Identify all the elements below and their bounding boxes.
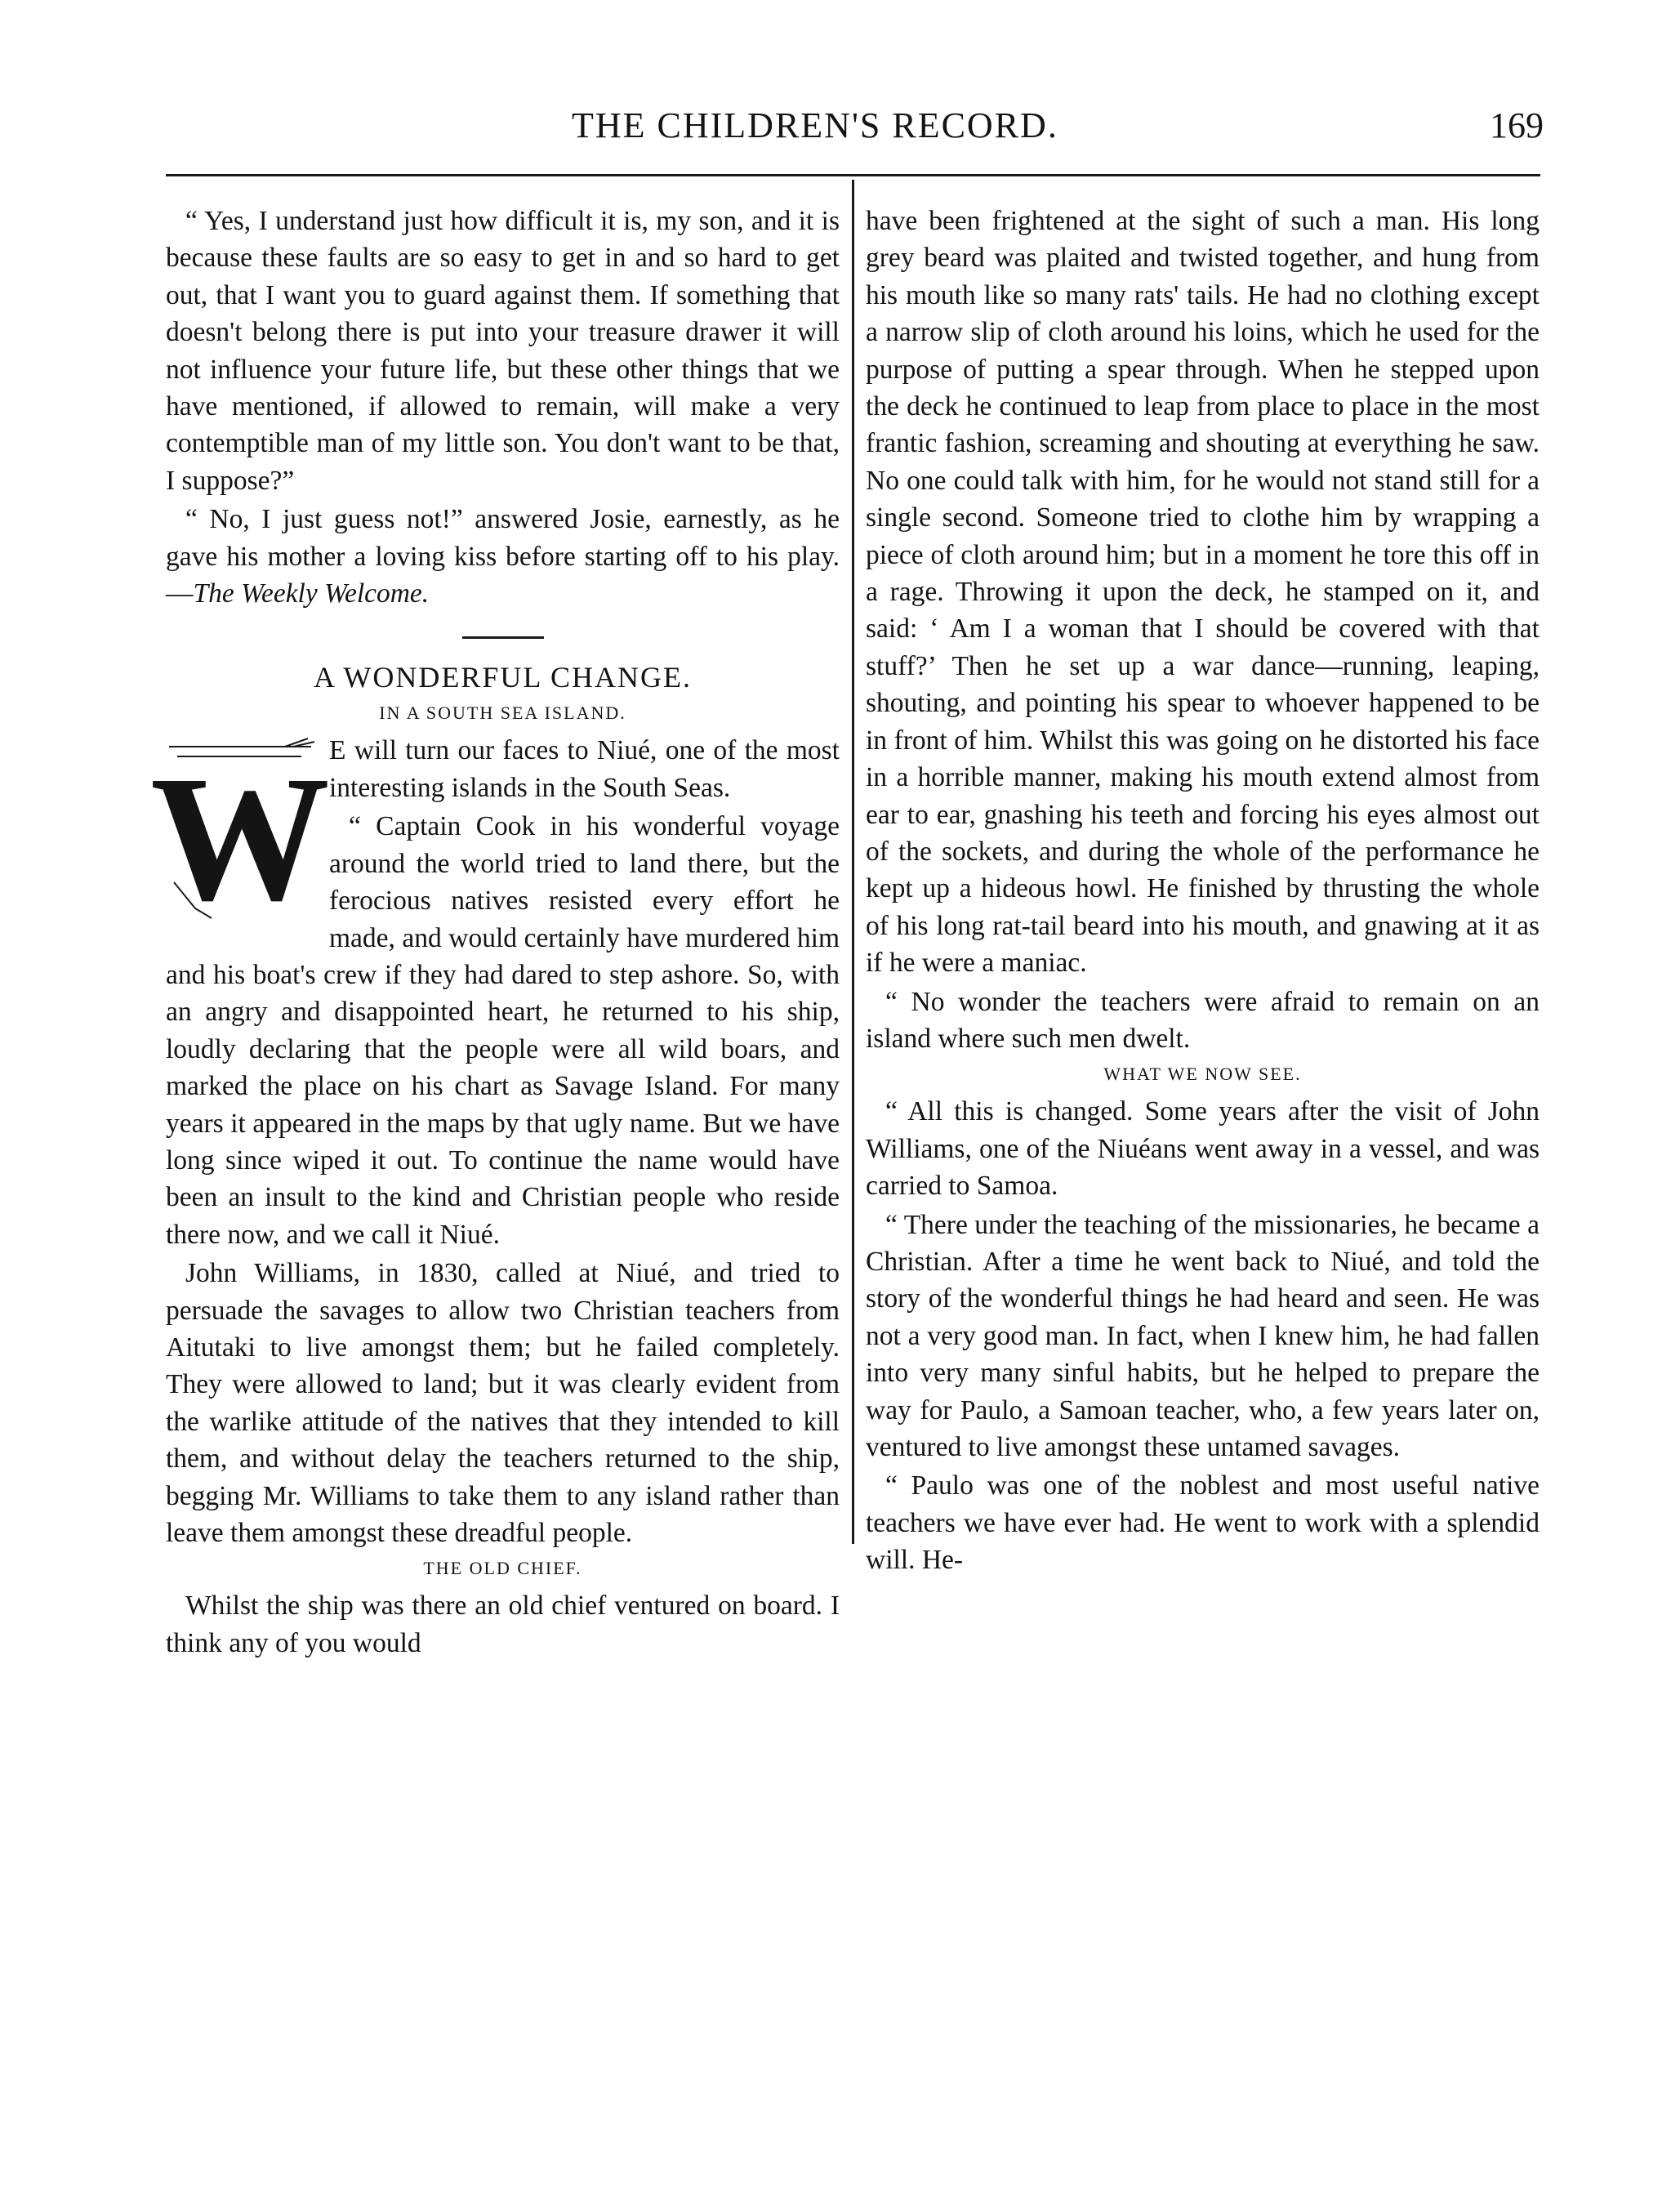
- josie-answer-text: “ No, I just guess not!” answered Josie, earnestly, as he gave his mother a loving kiss before starting off to his play.—: [166, 504, 840, 609]
- column-divider: [852, 180, 854, 1544]
- paragraph-josie-answer: [166, 501, 840, 612]
- article-title: A WONDERFUL CHANGE.: [313, 661, 692, 694]
- paragraph-intro: [150, 732, 840, 939]
- page-number: 169: [1490, 105, 1544, 145]
- paragraph-paulo: “ Paulo was one of the noblest and most useful native teachers we have ever had. He went to work with a splendid will. He-: [866, 1470, 1540, 1576]
- running-title: THE CHILDREN'S RECORD.: [572, 105, 1058, 145]
- paragraph-captain-cook: “ Captain Cook in his wonderful voyage around the world tried to land there, but the ferocious natives resisted every effort he made, and would certainly have murdered him and his boat's crew if they had dared to step ashore. So, with an angry and disappointed heart, he returned to his ship, loudly declaring that the people were all wild boars, and marked the place on his chart as Savage Island. For many years it appeared in the maps by that ugly name. But we have long since wiped it out. To continue the name would have been an insult to the kind and Christian people who reside there now, and we call it Niué.: [166, 811, 840, 1250]
- article-separator-rule: [462, 636, 544, 639]
- page-header: [163, 105, 1544, 162]
- article-subtitle: IN A SOUTH SEA ISLAND.: [379, 703, 626, 724]
- source-attribution: The Weekly Welcome.: [193, 578, 430, 609]
- paragraph-mother-speech: “ Yes, I understand just how difficult it is, my son, and it is because these faults are so easy to get in and so hard to get out, that I want you to guard against them. If something that doesn't belong there is put into your treasure drawer it will not influence your future life, but these other things that we have mentioned, if allowed to remain, will make a very contemptible man of my little son. You don't want to be that, I suppose?”: [166, 206, 840, 496]
- section-heading-what-we-now-see: WHAT WE NOW SEE.: [1103, 1064, 1302, 1085]
- paragraph-old-chief-start: Whilst the ship was there an old chief ventured on board. I think any of you would: [166, 1590, 840, 1658]
- header-rule: [166, 174, 1540, 176]
- section-heading-old-chief: THE OLD CHIEF.: [423, 1558, 582, 1579]
- paragraph-john-williams: John Williams, in 1830, called at Niué, and tried to persuade the savages to allow two Christian teachers from Aitutaki to live amongst them; but he failed completely. They were allowed to land; but it was clearly evident from the warlike attitude of the natives that they intended to kill them, and without delay the teachers returned to the ship, begging Mr. Williams to take them to any island rather than leave them amongst these dreadful people.: [166, 1258, 840, 1548]
- paragraph-teachers-afraid: “ No wonder the teachers were afraid to remain on an island where such men dwelt.: [866, 986, 1540, 1054]
- paragraph-all-changed: “ All this is changed. Some years after the visit of John Williams, one of the Niuéans went away in a vessel, and was carried to Samoa.: [866, 1096, 1540, 1202]
- left-column: [150, 203, 840, 1662]
- paragraph-old-chief-continued: have been frightened at the sight of such a man. His long grey beard was plaited and twisted together, and hung from his mouth like so many rats' tails. He had no clothing except a narrow slip of cloth around his loins, which he used for the purpose of putting a spear through. When he stepped upon the deck he continued to leap from place to place in the most frantic fashion, screaming and shouting at everything he saw. No one could talk with him, for he would not stand still for a single second. Someone tried to clothe him by wrapping a piece of cloth around him; but in a moment he tore this off in a rage. Throwing it upon the deck, he stamped on it, and said: ‘ Am I a woman that I should be covered with that stuff?’ Then he set up a war dance—running, leaping, shouting, and pointing his spear to whoever happened to be in front of him. Whilst this was going on he distorted his face in a horrible manner, making his mouth extend almost from ear to ear, gnashing his teeth and forcing his eyes almost out of the sockets, and during the whole of the performance he kept up a hideous howl. He finished by thrusting the whole of his long rat-tail beard into his mouth, and gnawing at it as if he were a maniac.: [866, 206, 1540, 979]
- right-column: [866, 203, 1540, 1579]
- drop-cap-w-ornament: [150, 735, 330, 939]
- paragraph-missionaries: “ There under the teaching of the missionaries, he became a Christian. After a time he went back to Niué, and told the story of the wonderful things he had heard and seen. He was not a very good man. In fact, when I knew him, he had fallen into very many sinful habits, but he helped to prepare the way for Paulo, a Samoan teacher, who, a few years later on, ventured to live amongst these untamed savages.: [866, 1209, 1540, 1462]
- intro-text: E will turn our faces to Niué, one of the most interesting islands in the South Seas.: [329, 735, 840, 803]
- drop-cap-letter: W: [150, 738, 330, 939]
